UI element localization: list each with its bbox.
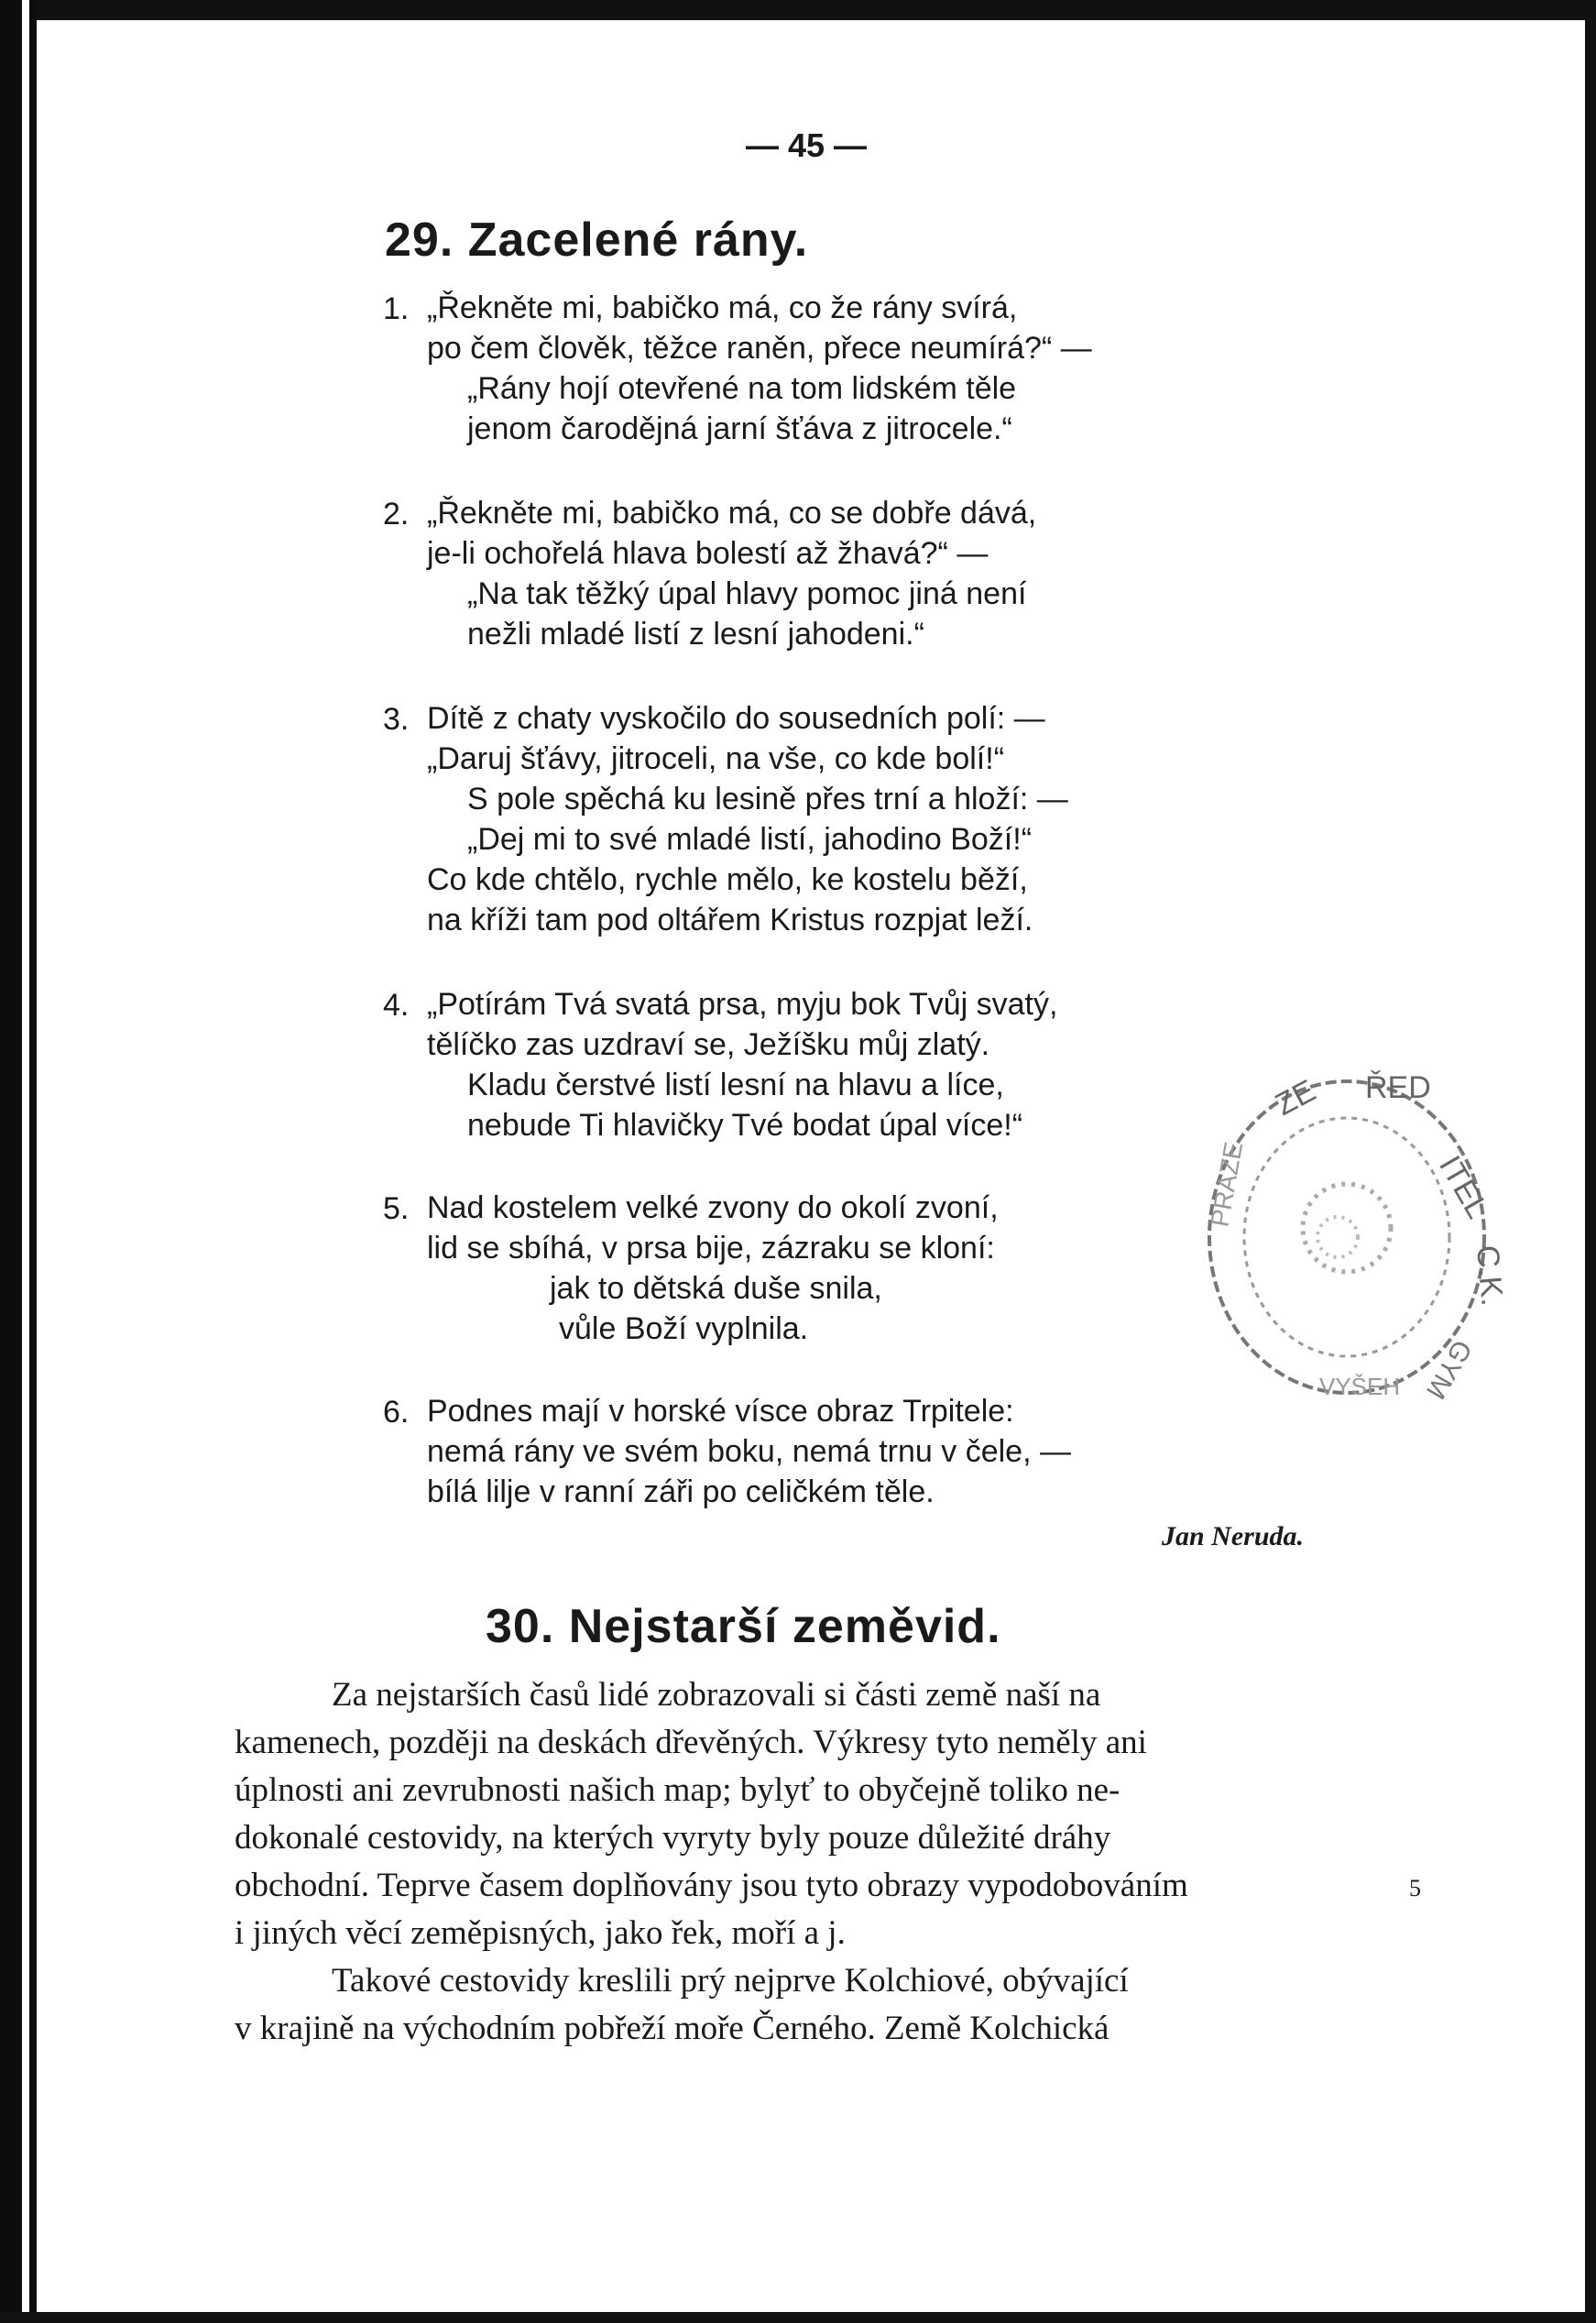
poem-line: jak to dětská duše snila,	[550, 1271, 882, 1306]
poem-line: „Řekněte mi, babičko má, co se dobře dává,	[427, 496, 1037, 531]
svg-text:GYM: GYM	[1419, 1334, 1478, 1405]
svg-text:ITEL: ITEL	[1432, 1150, 1495, 1225]
svg-text:C.K.: C.K.	[1470, 1244, 1510, 1308]
poem-line: „Dej mi to své mladé listí, jahodino Boží!“	[467, 822, 1033, 857]
poem-line: je-li ochořelá hlava bolestí až žhavá?“ —	[427, 536, 989, 571]
poem-line: „Potírám Tvá svatá prsa, myju bok Tvůj svatý,	[427, 987, 1058, 1022]
poem-author: Jan Neruda.	[1162, 1521, 1305, 1551]
stanza-number: 6.	[383, 1395, 410, 1430]
scan-edge-left	[0, 0, 37, 2323]
poem-line: tělíčko zas uzdraví se, Ježíšku můj zlatý.	[427, 1027, 990, 1062]
scan-edge-gap	[22, 0, 29, 2323]
poem-line: na kříži tam pod oltářem Kristus rozpjat leží.	[427, 903, 1033, 937]
article-line: i jiných věcí zeměpisných, jako řek, moří a j.	[235, 1914, 846, 1952]
poem-line: Podnes mají v horské vísce obraz Trpitele:	[427, 1394, 1014, 1429]
article-line: obchodní. Teprve časem doplňovány jsou tyto obrazy vypodobováním	[235, 1867, 1188, 1904]
svg-text:ŘED: ŘED	[1365, 1070, 1431, 1105]
poem-line: lid se sbíhá, v prsa bije, zázraku se kloní:	[427, 1231, 995, 1266]
margin-line-number: 5	[1409, 1875, 1421, 1901]
poem-line: „Rány hojí otevřené na tom lidském těle	[467, 371, 1017, 406]
scan-edge-right	[1585, 0, 1596, 2323]
article-line: Za nejstarších časů lidé zobrazovali si části země naší na	[332, 1676, 1101, 1714]
article-line: kamenech, později na deskách dřevěných. Výkresy tyto neměly ani	[235, 1724, 1147, 1761]
library-stamp	[1191, 1063, 1510, 1411]
poem-line: Nad kostelem velké zvony do okolí zvoní,	[427, 1190, 999, 1225]
article-title: 30. Nejstarší zeměvid.	[486, 1600, 1001, 1653]
scan-edge-top	[0, 0, 1596, 20]
stanza-number: 2.	[383, 497, 410, 531]
poem-line: S pole spěchá ku lesině přes trní a hloží: —	[467, 782, 1068, 816]
poem-line: Kladu čerstvé listí lesní na hlavu a líce,	[467, 1068, 1004, 1102]
article-line: v krajině na východním pobřeží moře Černého. Země Kolchická	[235, 2010, 1110, 2047]
scan-edge-bottom	[0, 2312, 1596, 2323]
poem-line: nemá rány ve svém boku, nemá trnu v čele, —	[427, 1434, 1071, 1469]
stanza-number: 5.	[383, 1191, 410, 1226]
svg-text:PRAZE: PRAZE	[1205, 1139, 1249, 1230]
poem-line: vůle Boží vyplnila.	[559, 1311, 809, 1346]
poem-line: „Řekněte mi, babičko má, co že rány svírá,	[427, 290, 1018, 325]
poem-line: po čem člověk, těžce raněn, přece neumírá?“ —	[427, 331, 1092, 366]
article-line: dokonalé cestovidy, na kterých vyryty byly pouze důležité dráhy	[235, 1819, 1111, 1857]
poem-line: „Na tak těžký úpal hlavy pomoc jiná není	[467, 576, 1027, 611]
poem-line: Co kde chtělo, rychle mělo, ke kostelu běží,	[427, 862, 1028, 897]
article-line: Takové cestovidy kreslili prý nejprve Kolchiové, obývající	[332, 1962, 1129, 2000]
poem-line: jenom čarodějná jarní šťáva z jitrocele.“	[467, 411, 1012, 446]
page-number: — 45 —	[745, 126, 868, 164]
poem-line: bílá lilje v ranní záři po celičkém těle.	[427, 1474, 935, 1509]
poem-line: nežli mladé listí z lesní jahodeni.“	[467, 617, 924, 652]
poem-title: 29. Zacelené rány.	[385, 214, 809, 267]
svg-text:VYŠEH: VYŠEH	[1319, 1373, 1401, 1400]
stanza-number: 3.	[383, 702, 410, 737]
stanza-number: 1.	[383, 291, 410, 326]
poem-line: Dítě z chaty vyskočilo do sousedních polí: —	[427, 701, 1045, 736]
stanza-number: 4.	[383, 988, 410, 1023]
svg-text:ZE: ZE	[1269, 1073, 1322, 1123]
poem-line: nebude Ti hlavičky Tvé bodat úpal více!“	[467, 1108, 1023, 1143]
poem-line: „Daruj šťávy, jitroceli, na vše, co kde bolí!“	[427, 741, 1005, 776]
article-line: úplnosti ani zevrubnosti našich map; bylyť to obyčejně toliko ne-	[235, 1771, 1120, 1809]
